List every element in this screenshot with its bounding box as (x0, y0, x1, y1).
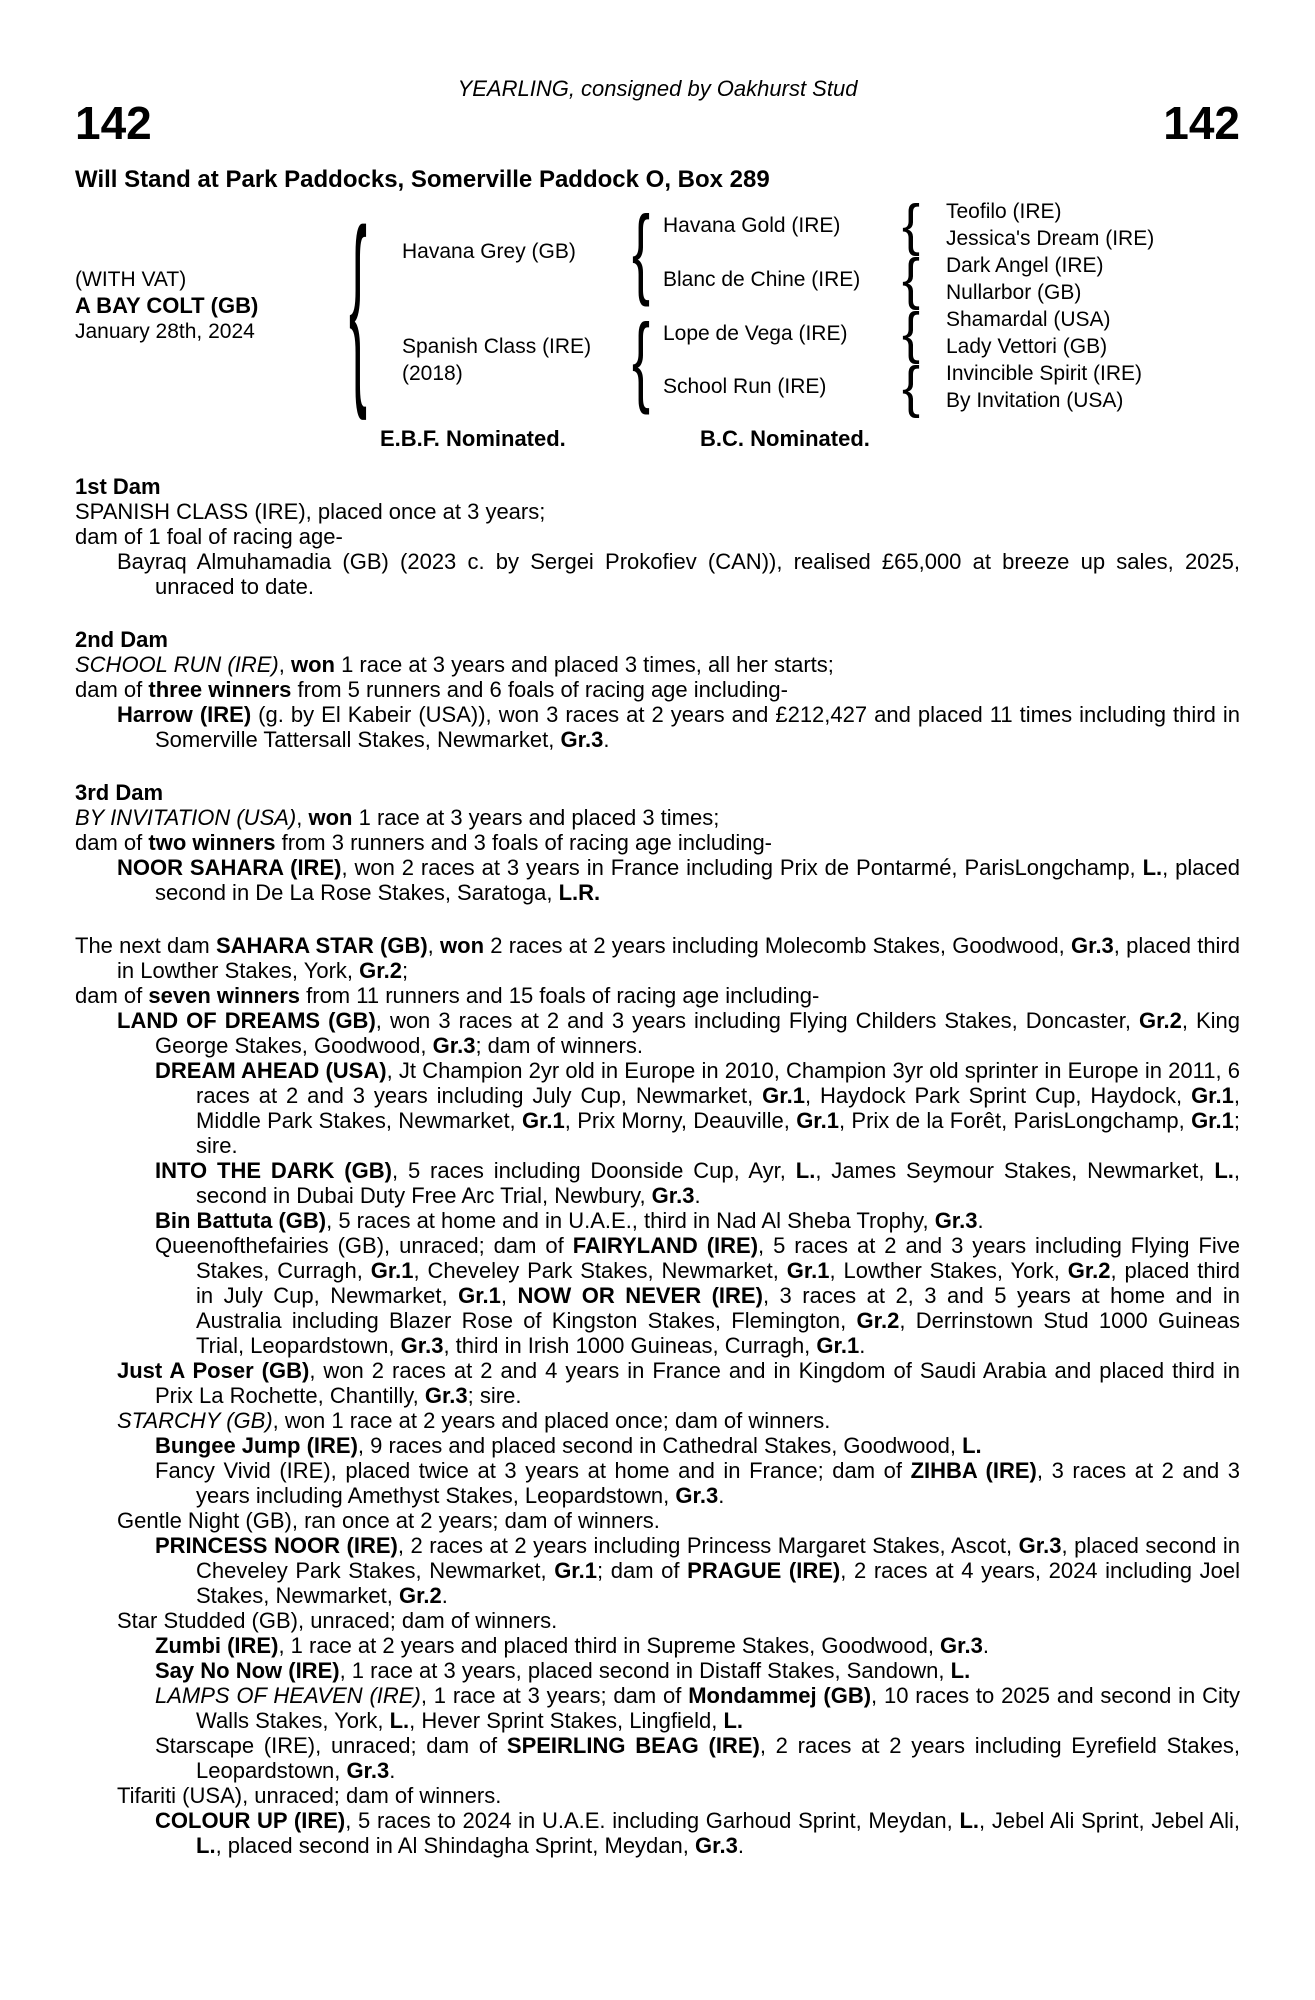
text-run: from 3 runners and 3 foals of racing age including- (275, 830, 773, 855)
text-run: . (389, 1758, 396, 1783)
pedigree-text-body (75, 474, 1240, 1858)
text-run: Gr.2 (359, 958, 402, 983)
text-run: (g. by El Kabeir (USA)), won 3 races at 2 years and £212,427 and placed 11 times including third in Somerville Tattersall Stakes, Newmarket, (155, 702, 1240, 752)
text-run: ; sire. (196, 1108, 1240, 1158)
text-run: Gr.3 (346, 1758, 390, 1783)
pedigree-paragraph (75, 677, 1240, 702)
pedigree-paragraph (75, 1008, 1240, 1058)
text-run: Gr.3 (934, 1208, 978, 1233)
text-run: , placed third in Lowther Stakes, York, (117, 933, 1240, 983)
brace-icon: { (901, 247, 921, 311)
text-run: from 11 runners and 15 foals of racing age including- (300, 983, 820, 1008)
pedigree-paragraph (75, 983, 1240, 1008)
text-run: , Prix Morny, Deauville, (564, 1108, 797, 1133)
text-run: Harrow (IRE) (117, 702, 252, 727)
grandparent-name: Blanc de Chine (IRE) (663, 268, 861, 291)
text-run: . (718, 1483, 725, 1508)
pedigree-paragraph (75, 1783, 1240, 1808)
text-run: DREAM AHEAD (USA) (155, 1058, 387, 1083)
text-run: Gr.3 (1018, 1533, 1062, 1558)
text-run: Tifariti (USA), unraced; dam of winners. (117, 1783, 502, 1808)
pedigree-paragraph (75, 1658, 1240, 1683)
text-run: , 2 races at 2 years including Eyrefield Stakes, Leopardstown, (196, 1733, 1240, 1783)
text-run: 1 race at 3 years and placed 3 times; (352, 805, 720, 830)
text-run: Bungee Jump (IRE) (155, 1433, 358, 1458)
text-run: Gr.3 (1070, 933, 1114, 958)
pedigree-paragraph (75, 1683, 1240, 1733)
foaling-date: January 28th, 2024 (75, 320, 255, 343)
text-run: Gr.1 (1191, 1083, 1234, 1108)
great-grandparent-name: Nullarbor (GB) (946, 281, 1082, 304)
subject-block (75, 267, 258, 345)
text-run: Gentle Night (GB), ran once at 2 years; dam of winners. (117, 1508, 660, 1533)
text-run: Gr.1 (521, 1108, 565, 1133)
text-run: , Hever Sprint Stakes, Lingfield, (409, 1708, 724, 1733)
text-run: , 5 races to 2024 in U.A.E. including Garhoud Sprint, Meydan, (345, 1808, 960, 1833)
text-run: from 5 runners and 6 foals of racing age including- (291, 677, 788, 702)
text-run: , Lowther Stakes, York, (829, 1258, 1068, 1283)
dam-year: (2018) (402, 362, 463, 385)
text-run: SPANISH CLASS (IRE), placed once at 3 years; (75, 499, 546, 524)
text-run: LAND OF DREAMS (GB) (117, 1008, 376, 1033)
text-run: Gr.2 (398, 1583, 442, 1608)
text-run: two winners (148, 830, 276, 855)
dam-section-heading (75, 780, 1240, 805)
text-run: Bin Battuta (GB) (155, 1208, 327, 1233)
text-run: Fancy Vivid (IRE), placed twice at 3 years at home and in France; dam of (155, 1458, 911, 1483)
text-run: Gr.1 (816, 1333, 860, 1358)
bc-nomination: B.C. Nominated. (700, 426, 870, 451)
text-run: Gr.1 (786, 1258, 830, 1283)
brace-icon: { (901, 355, 921, 419)
brace-icon: { (901, 193, 921, 257)
text-run: BY INVITATION (USA) (75, 805, 297, 830)
text-run: Gr.3 (560, 727, 604, 752)
text-run: SAHARA STAR (GB) (216, 933, 428, 958)
text-run: , 5 races at 2 and 3 years including Flying Five Stakes, Curragh, (196, 1233, 1240, 1283)
dam-block (402, 333, 591, 387)
text-run: , Jebel Ali Sprint, Jebel Ali, (979, 1808, 1240, 1833)
pedigree-paragraph (75, 499, 1240, 524)
text-run: . (441, 1583, 448, 1608)
text-run: , Prix de la Forêt, ParisLongchamp, (839, 1108, 1192, 1133)
pedigree-paragraph (75, 933, 1240, 983)
text-run: Gr.1 (370, 1258, 414, 1283)
text-run: Zumbi (IRE) (155, 1633, 279, 1658)
text-run: Gr.2 (856, 1308, 900, 1333)
brace-icon: { (631, 304, 651, 416)
text-run: Star Studded (GB), unraced; dam of winners. (117, 1608, 558, 1633)
text-run: , Jt Champion 2yr old in Europe in 2010, Champion 3yr old sprinter in Europe in 2011, 6 races at 2 and 3 years including July Cup, Newmarket, (196, 1058, 1240, 1108)
text-run: Bayraq Almuhamadia (GB) (2023 c. by Sergei Prokofiev (CAN)), realised £65,000 at breeze up sales, 2025, unraced to date. (117, 549, 1240, 599)
brace-icon: { (901, 301, 921, 365)
dam-section-heading (75, 627, 1240, 652)
text-run: Gr.1 (458, 1283, 501, 1308)
pedigree-paragraph (75, 524, 1240, 549)
dam-name: Spanish Class (IRE) (402, 335, 592, 358)
text-run: , (296, 805, 309, 830)
text-run: ; sire. (467, 1383, 522, 1408)
pedigree-paragraph (75, 1208, 1240, 1233)
text-run: , 3 races at 2 and 3 years including Amethyst Stakes, Leopardstown, (196, 1458, 1241, 1508)
text-run: dam of (75, 830, 149, 855)
text-run: , 1 race at 3 years; dam of (420, 1683, 689, 1708)
text-run: ; (401, 958, 409, 983)
text-run: dam of (75, 677, 149, 702)
text-run: L. (959, 1808, 980, 1833)
pedigree-paragraph (75, 855, 1240, 905)
text-run: , Middle Park Stakes, Newmarket, (196, 1083, 1240, 1133)
pedigree-paragraph (75, 702, 1240, 752)
text-run: . (859, 1333, 866, 1358)
text-run: L. (196, 1833, 216, 1858)
text-run: , placed second in Al Shindagha Sprint, Meydan, (215, 1833, 695, 1858)
text-run: INTO THE DARK (GB) (155, 1158, 392, 1183)
great-grandparent-name: By Invitation (USA) (946, 389, 1124, 412)
text-run: , won 3 races at 2 and 3 years including Flying Childers Stakes, Doncaster, (375, 1008, 1139, 1033)
text-run: won (440, 933, 485, 958)
brace-icon: { (631, 196, 651, 308)
text-run: , 1 race at 3 years, placed second in Distaff Stakes, Sandown, (339, 1658, 951, 1683)
text-run: , 1 race at 2 years and placed third in Supreme Stakes, Goodwood, (278, 1633, 941, 1658)
text-run: . (603, 727, 610, 752)
text-run: L. (1142, 855, 1163, 880)
text-run: , Haydock Park Sprint Cup, Haydock, (804, 1083, 1192, 1108)
consignor-line: YEARLING, consigned by Oakhurst Stud (457, 76, 858, 101)
grandparent-name: Havana Gold (IRE) (663, 214, 841, 237)
text-run: Gr.3 (424, 1383, 468, 1408)
great-grandparent-pair (946, 198, 1154, 252)
text-run: , (278, 652, 291, 677)
text-run: ; dam of winners. (475, 1033, 643, 1058)
text-run: SCHOOL RUN (IRE) (75, 652, 279, 677)
text-run: L.R. (558, 880, 601, 905)
text-run: ZIHBA (IRE) (910, 1458, 1037, 1483)
text-run: , placed third in July Cup, Newmarket, (196, 1258, 1241, 1308)
great-grandparent-name: Lady Vettori (GB) (946, 335, 1108, 358)
text-run: seven winners (148, 983, 301, 1008)
vat-note: (WITH VAT) (75, 268, 187, 291)
text-run: . (982, 1633, 989, 1658)
pedigree-paragraph (75, 1508, 1240, 1533)
pedigree-paragraph (75, 1433, 1240, 1458)
text-run: L. (723, 1708, 743, 1733)
pedigree-paragraph (75, 1608, 1240, 1633)
pedigree-paragraph (75, 805, 1240, 830)
text-run: . (694, 1183, 701, 1208)
text-run: Gr.1 (1191, 1108, 1234, 1133)
pedigree-paragraph (75, 1358, 1240, 1408)
text-run: L. (1214, 1158, 1234, 1183)
text-run: , won 2 races at 3 years in France including Prix de Pontarmé, ParisLongchamp, (341, 855, 1143, 880)
text-run: , 10 races to 2025 and second in City Walls Stakes, York, (196, 1683, 1240, 1733)
dam-section-heading (75, 474, 1240, 499)
lot-number-right: 142 (1163, 97, 1240, 149)
text-run: won (290, 652, 335, 677)
text-run: . (977, 1208, 984, 1233)
great-grandparent-name: Jessica's Dream (IRE) (946, 227, 1155, 250)
ebf-nomination: E.B.F. Nominated. (380, 426, 566, 451)
text-run: Gr.1 (796, 1108, 839, 1133)
text-run: FAIRYLAND (IRE) (572, 1233, 759, 1258)
text-run: Say No Now (IRE) (155, 1658, 340, 1683)
text-run: , 5 races including Doonside Cup, Ayr, (391, 1158, 796, 1183)
text-run: 1 race at 3 years and placed 3 times, all her starts; (334, 652, 834, 677)
text-run: 2 races at 2 years including Molecomb Stakes, Goodwood, (484, 933, 1071, 958)
text-run: , James Seymour Stakes, Newmarket, (815, 1158, 1215, 1183)
text-run: Gr.1 (762, 1083, 805, 1108)
text-run: , second in Dubai Duty Free Arc Trial, Newbury, (196, 1158, 1241, 1208)
text-run: , third in Irish 1000 Guineas, Curragh, (443, 1333, 817, 1358)
text-run: Just A Poser (GB) (117, 1358, 310, 1383)
text-run: L. (950, 1658, 971, 1683)
text-run: three winners (148, 677, 292, 702)
text-run: , 9 races and placed second in Cathedral Stakes, Goodwood, (357, 1433, 963, 1458)
grandparent-name: Lope de Vega (IRE) (663, 322, 848, 345)
pedigree-tree (0, 189, 1315, 473)
pedigree-paragraph (75, 1533, 1240, 1608)
pedigree-paragraph (75, 1458, 1240, 1508)
text-run: Starscape (IRE), unraced; dam of (155, 1733, 507, 1758)
text-run: SPEIRLING BEAG (IRE) (506, 1733, 760, 1758)
pedigree-paragraph (75, 1408, 1240, 1433)
great-grandparent-pair (946, 360, 1142, 414)
text-run: , won 2 races at 2 and 4 years in France and in Kingdom of Saudi Arabia and placed third in Prix La Rochette, Chantilly, (155, 1358, 1240, 1408)
subject-name: A BAY COLT (GB) (75, 293, 259, 318)
text-run: NOOR SAHARA (IRE) (117, 855, 342, 880)
text-run: Gr.3 (675, 1483, 719, 1508)
text-run: , 3 races at 2, 3 and 5 years at home and in Australia including Blazer Rose of Kingston Stakes, Flemington, (196, 1283, 1240, 1333)
text-run: , placed second in De La Rose Stakes, Saratoga, (155, 855, 1240, 905)
text-run: , King George Stakes, Goodwood, (155, 1008, 1241, 1058)
text-run: 3rd Dam (75, 780, 164, 805)
text-run: PRAGUE (IRE) (687, 1558, 841, 1583)
pedigree-paragraph (75, 1808, 1240, 1858)
text-run: , 5 races at home and in U.A.E., third in Nad Al Sheba Trophy, (326, 1208, 935, 1233)
great-grandparent-pair (946, 306, 1111, 360)
text-run: The next dam (75, 933, 216, 958)
text-run: Queenofthefairies (GB), unraced; dam of (155, 1233, 573, 1258)
great-grandparent-pair (946, 252, 1104, 306)
text-run: dam of (75, 983, 149, 1008)
text-run: won (308, 805, 353, 830)
text-run: Gr.3 (940, 1633, 983, 1658)
text-run: , 2 races at 4 years, 2024 including Joel Stakes, Newmarket, (196, 1558, 1240, 1608)
pedigree-paragraph (75, 830, 1240, 855)
text-run: Gr.2 (1139, 1008, 1182, 1033)
stand-location-line: Will Stand at Park Paddocks, Somerville Paddock O, Box 289 (75, 166, 770, 193)
great-grandparent-name: Invincible Spirit (IRE) (946, 362, 1143, 385)
text-run: LAMPS OF HEAVEN (IRE) (155, 1683, 421, 1708)
text-run: L. (389, 1708, 410, 1733)
text-run: STARCHY (GB) (117, 1408, 273, 1433)
text-run: Gr.3 (432, 1033, 476, 1058)
text-run: , Cheveley Park Stakes, Newmarket, (413, 1258, 787, 1283)
text-run: , Derrinstown Stud 1000 Guineas Trial, Leopardstown, (196, 1308, 1240, 1358)
text-run: , (427, 933, 441, 958)
text-run: Mondammej (GB) (688, 1683, 872, 1708)
text-run: NOW OR NEVER (IRE) (517, 1283, 763, 1308)
pedigree-paragraph (75, 1058, 1240, 1158)
pedigree-paragraph (75, 549, 1240, 599)
text-run: 1st Dam (75, 474, 161, 499)
great-grandparent-name: Dark Angel (IRE) (946, 254, 1104, 277)
grandparent-name: School Run (IRE) (663, 375, 827, 398)
text-run: L. (962, 1433, 982, 1458)
pedigree-paragraph (75, 1733, 1240, 1783)
text-run: PRINCESS NOOR (IRE) (155, 1533, 398, 1558)
text-run: dam of 1 foal of racing age- (75, 524, 343, 549)
pedigree-paragraph (75, 652, 1240, 677)
text-run: COLOUR UP (IRE) (155, 1808, 346, 1833)
brace-icon: { (348, 189, 368, 423)
great-grandparent-name: Shamardal (USA) (946, 308, 1111, 331)
pedigree-paragraph (75, 1633, 1240, 1658)
text-run: Gr.2 (1067, 1258, 1111, 1283)
lot-number-left: 142 (75, 97, 152, 149)
text-run: Gr.3 (651, 1183, 695, 1208)
text-run: . (737, 1833, 744, 1858)
text-run: 2nd Dam (75, 627, 168, 652)
pedigree-paragraph (75, 1158, 1240, 1208)
text-run: Gr.3 (695, 1833, 738, 1858)
text-run: ; dam of (597, 1558, 688, 1583)
text-run: Gr.3 (400, 1333, 444, 1358)
text-run: , placed second in Cheveley Park Stakes, Newmarket, (196, 1533, 1241, 1583)
great-grandparent-name: Teofilo (IRE) (946, 200, 1062, 223)
text-run: , 2 races at 2 years including Princess Margaret Stakes, Ascot, (397, 1533, 1019, 1558)
text-run: , (500, 1283, 518, 1308)
text-run: , won 1 race at 2 years and placed once; dam of winners. (272, 1408, 831, 1433)
pedigree-paragraph (75, 1233, 1240, 1358)
sire-name: Havana Grey (GB) (402, 240, 576, 263)
text-run: Gr.1 (554, 1558, 597, 1583)
text-run: L. (795, 1158, 816, 1183)
